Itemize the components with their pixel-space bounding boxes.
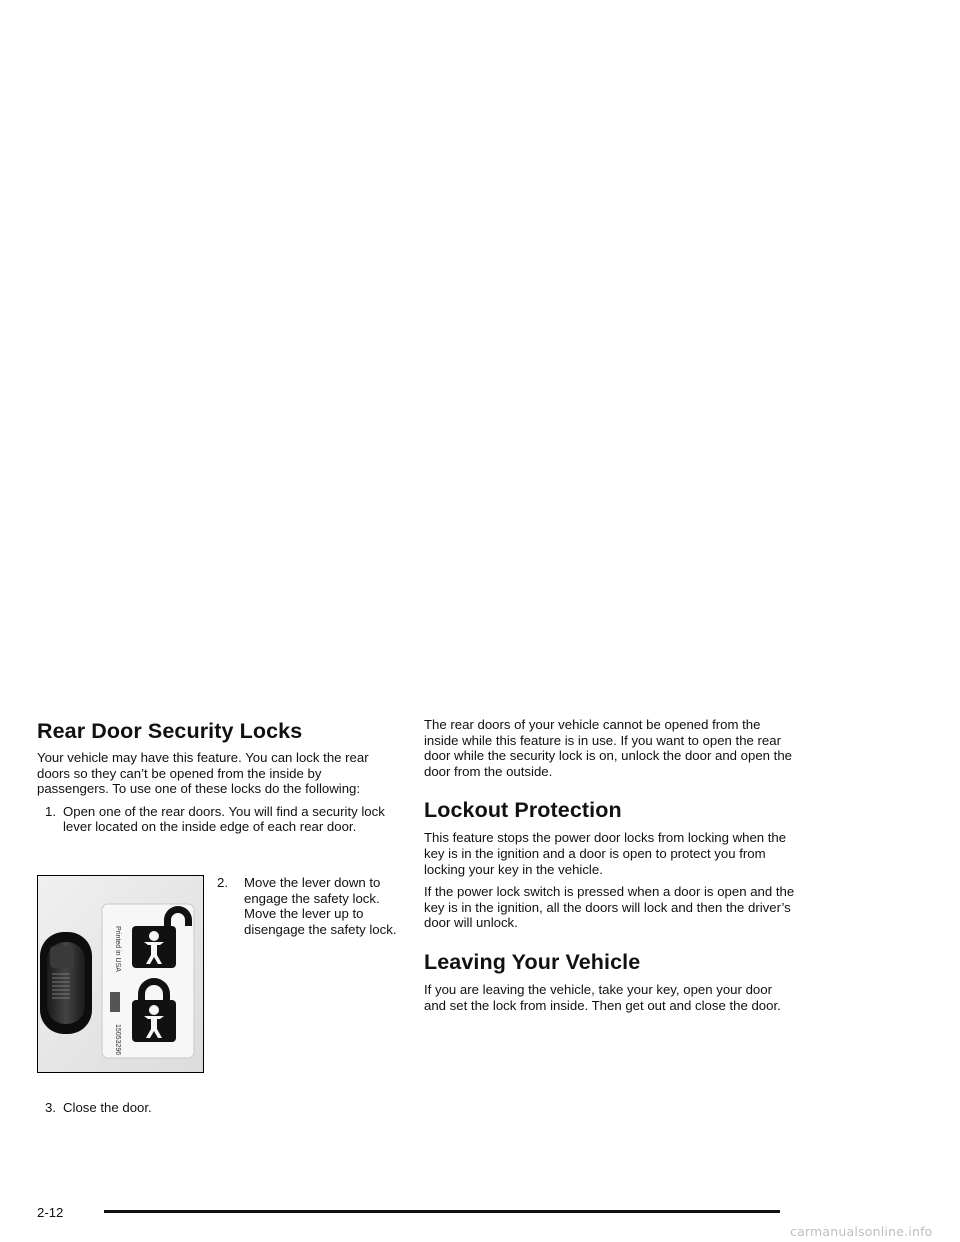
step-number: 3.: [45, 1100, 56, 1115]
watermark: carmanualsonline.info: [790, 1224, 933, 1239]
security-lock-figure: [37, 875, 204, 1073]
sticker-printed-text: Printed in USA: [114, 926, 121, 972]
step-number: 1.: [45, 803, 56, 819]
step-1: [37, 804, 395, 835]
sticker-part-number: 15053296: [114, 1024, 121, 1056]
step-3: [37, 1100, 263, 1116]
step-text: Open one of the rear doors. You will find a security lock lever located on the inside edge of each rear door.: [63, 803, 385, 835]
step-2: [211, 875, 401, 937]
security-lock-lever-illustration: [38, 876, 203, 1072]
figure-frame: [37, 875, 204, 1073]
intro-paragraph: Your vehicle may have this feature. You can lock the rear doors so they can’t be opened from the inside by passengers. To use one of these locks do the following:: [37, 750, 369, 797]
step-text: Close the door.: [63, 1100, 152, 1115]
step-text: Move the lever down to engage the safety lock. Move the lever up to disengage the safety lock.: [244, 875, 397, 937]
page-number: 2-12: [37, 1205, 64, 1220]
leaving-vehicle-paragraph: If you are leaving the vehicle, take your key, open your door and set the lock from inside. Then get out and close the door.: [424, 981, 781, 1013]
left-column: [37, 718, 395, 835]
security-lock-note-paragraph: The rear doors of your vehicle cannot be opened from the inside while this feature is in use. If you want to open the rear door while the security lock is on, unlock the door and open the door from the outside.: [424, 717, 793, 779]
footer-rule: [104, 1210, 780, 1213]
gm-logo-icon: [110, 992, 120, 1012]
section-heading-rear-door-security-locks: Rear Door Security Locks: [37, 719, 303, 743]
right-column: [424, 717, 796, 1013]
lockout-paragraph-2: If the power lock switch is pressed when a door is open and the key is in the ignition, all the doors will lock and then the driver’s door will unlock.: [424, 884, 795, 931]
section-heading-leaving-your-vehicle: Leaving Your Vehicle: [424, 949, 641, 974]
lockout-paragraph-1: This feature stops the power door locks from locking when the key is in the ignition and a door is open to protect you from locking your key in the vehicle.: [424, 830, 787, 877]
section-heading-lockout-protection: Lockout Protection: [424, 798, 622, 823]
step-number: 2.: [217, 875, 228, 890]
